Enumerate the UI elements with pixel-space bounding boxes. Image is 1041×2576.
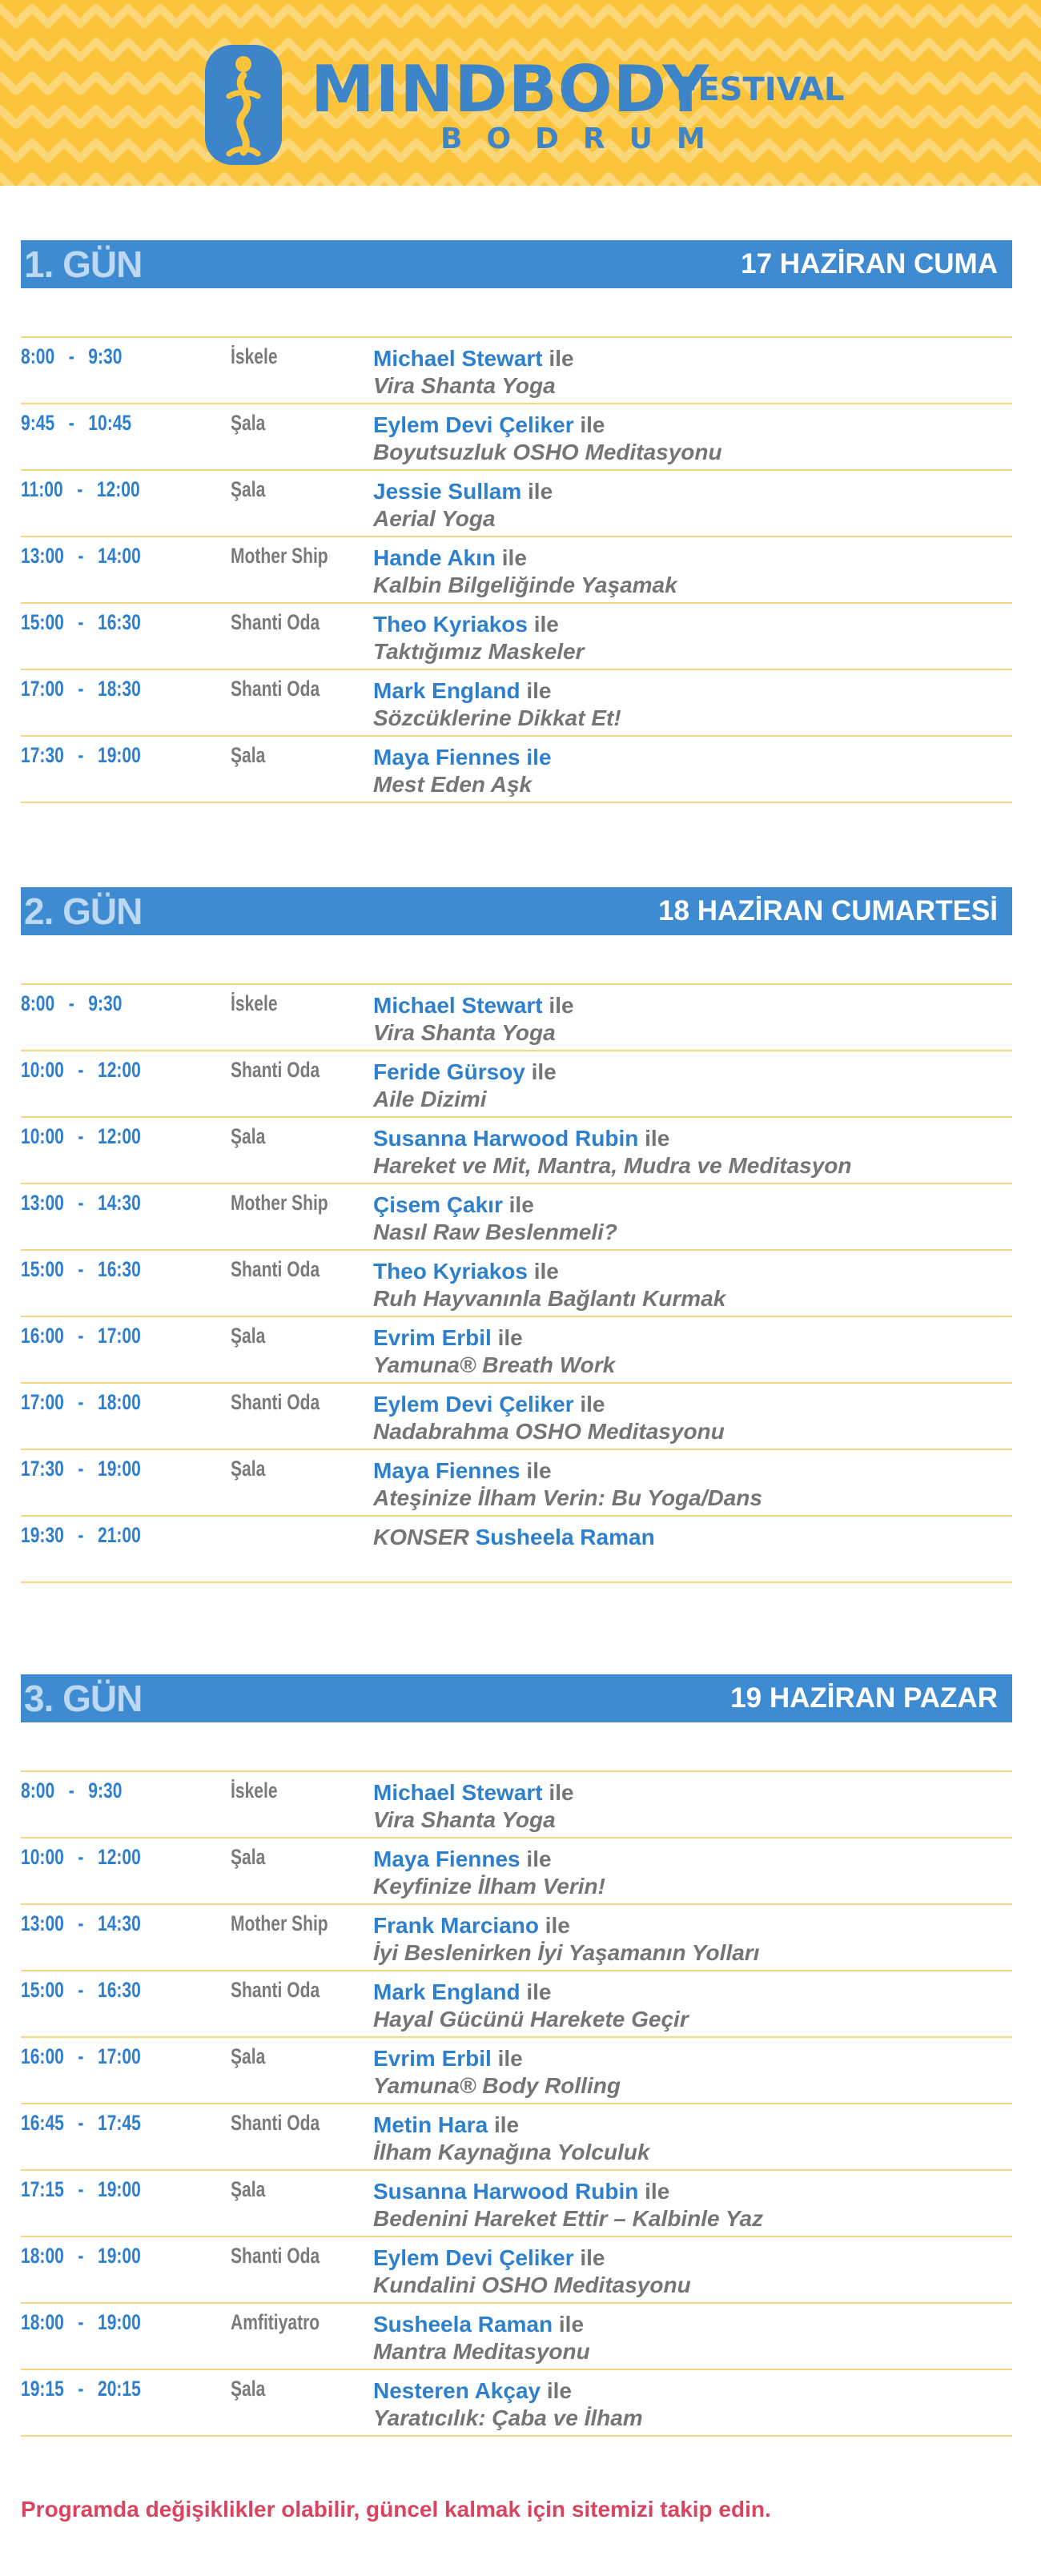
- session-title: Keyfinize İlham Verin!: [373, 1874, 605, 1899]
- session-venue: Şala: [231, 2044, 266, 2068]
- session-row: [21, 1839, 1012, 1905]
- session-title: Taktığımız Maskeler: [373, 639, 585, 664]
- session-speaker-line: [373, 412, 605, 438]
- session-row: [21, 1184, 1012, 1251]
- session-list: [21, 1770, 1012, 2437]
- session-title: Yamuna® Body Rolling: [373, 2073, 621, 2098]
- session-speaker-line: [373, 545, 527, 571]
- end-time: 9:30: [88, 991, 123, 1015]
- end-time: 16:30: [97, 1978, 141, 2002]
- session-row: [21, 1384, 1012, 1450]
- speaker-name: Frank Marciano: [373, 1913, 539, 1938]
- session-time: [21, 544, 141, 569]
- session-time: [21, 991, 122, 1016]
- session-row: [21, 737, 1012, 803]
- session-venue: Şala: [231, 411, 266, 435]
- speaker-joiner: ile: [508, 1192, 534, 1217]
- speaker-name: Susheela Raman: [373, 2312, 553, 2337]
- start-time: 16:00: [21, 2044, 64, 2068]
- end-time: 12:00: [97, 1124, 141, 1148]
- session-venue: Shanti Oda: [231, 2244, 320, 2268]
- time-separator: -: [63, 1257, 98, 1281]
- session-speaker-line: [373, 1458, 552, 1484]
- session-title: Vira Shanta Yoga: [373, 1807, 556, 1832]
- speaker-joiner: ile: [580, 1392, 605, 1417]
- session-venue: Mother Ship: [231, 1191, 328, 1215]
- start-time: 10:00: [21, 1124, 64, 1148]
- time-separator: -: [63, 1191, 98, 1215]
- time-separator: -: [63, 677, 98, 701]
- start-time: 15:00: [21, 610, 64, 634]
- session-time: [21, 2177, 141, 2202]
- speaker-joiner: ile: [645, 1126, 670, 1151]
- speaker-joiner: ile: [497, 2046, 523, 2071]
- end-time: 12:00: [96, 477, 140, 501]
- speaker-joiner: ile: [533, 612, 559, 637]
- time-separator: -: [63, 2177, 98, 2201]
- session-time: [21, 2310, 141, 2335]
- session-row: [21, 404, 1012, 471]
- speaker-name: Mark England: [373, 678, 520, 703]
- session-venue: Shanti Oda: [231, 677, 320, 701]
- session-speaker-line: [373, 1979, 552, 2005]
- speaker-name: Hande Akın: [373, 545, 496, 570]
- session-list: [21, 983, 1012, 1583]
- session-venue: Şala: [231, 2377, 266, 2401]
- session-speaker-line: [373, 612, 559, 637]
- speaker-name: Çisem Çakır: [373, 1192, 503, 1217]
- session-row: [21, 2038, 1012, 2104]
- session-row: [21, 1971, 1012, 2038]
- session-venue: Shanti Oda: [231, 2111, 320, 2135]
- speaker-joiner: ile: [558, 2312, 585, 2337]
- session-speaker-line: [373, 2046, 523, 2072]
- session-venue: Şala: [231, 1324, 266, 1348]
- start-time: 19:30: [21, 1523, 64, 1547]
- time-separator: -: [63, 1324, 98, 1348]
- day-section: [21, 1674, 1012, 2437]
- session-speaker-line: [373, 1126, 669, 1151]
- session-speaker-line: [373, 1780, 574, 1806]
- start-time: 17:15: [21, 2177, 64, 2201]
- session-time: [21, 1124, 141, 1149]
- time-separator: -: [63, 2244, 98, 2268]
- start-time: 8:00: [21, 344, 55, 368]
- session-venue: Mother Ship: [231, 544, 328, 568]
- session-speaker-line: [373, 1525, 655, 1550]
- session-title: Bedenini Hareket Ettir – Kalbinle Yaz: [373, 2206, 764, 2231]
- session-row: [21, 2104, 1012, 2171]
- day-date: 18 HAZİRAN CUMARTESİ: [658, 895, 998, 926]
- brand-name: MINDBODY: [311, 52, 710, 127]
- session-venue: Shanti Oda: [231, 1978, 320, 2002]
- time-separator: -: [54, 1778, 89, 1802]
- session-row: [21, 1118, 1012, 1184]
- session-speaker-line: [373, 745, 552, 770]
- speaker-joiner: ile: [549, 1780, 574, 1805]
- end-time: 19:00: [97, 2244, 141, 2268]
- session-list: [21, 336, 1012, 803]
- time-separator: -: [63, 1457, 98, 1481]
- time-separator: -: [63, 1911, 98, 1935]
- session-time: [21, 1390, 141, 1415]
- end-time: 12:00: [97, 1845, 141, 1869]
- session-row: [21, 604, 1012, 670]
- time-separator: -: [63, 2111, 98, 2135]
- session-row: [21, 1251, 1012, 1317]
- session-time: [21, 344, 122, 369]
- session-row: [21, 471, 1012, 537]
- session-title: Vira Shanta Yoga: [373, 1020, 556, 1045]
- end-time: 16:30: [97, 610, 141, 634]
- session-time: [21, 1457, 141, 1481]
- session-speaker-line: [373, 2245, 605, 2271]
- session-time: [21, 743, 141, 768]
- session-time: [21, 1778, 122, 1803]
- session-venue: Mother Ship: [231, 1911, 328, 1935]
- session-speaker-line: [373, 1847, 552, 1872]
- end-time: 9:30: [88, 344, 123, 368]
- session-speaker-line: [373, 346, 574, 372]
- session-title: İyi Beslenirken İyi Yaşamanın Yolları: [373, 1940, 760, 1965]
- speaker-name: Susheela Raman: [475, 1525, 655, 1549]
- end-time: 17:45: [97, 2111, 141, 2135]
- session-venue: Shanti Oda: [231, 1058, 320, 1082]
- end-time: 17:00: [97, 1324, 141, 1348]
- end-time: 9:30: [88, 1778, 123, 1802]
- end-time: 19:00: [97, 2310, 141, 2334]
- end-time: 16:30: [97, 1257, 141, 1281]
- session-row: [21, 338, 1012, 404]
- session-speaker-line: [373, 2112, 519, 2138]
- session-venue: İskele: [231, 344, 278, 368]
- speaker-name: Maya Fiennes ile: [373, 745, 552, 770]
- start-time: 10:00: [21, 1058, 64, 1082]
- speaker-joiner: ile: [580, 2245, 605, 2270]
- session-title: Hareket ve Mit, Mantra, Mudra ve Meditasyon: [373, 1153, 852, 1178]
- end-time: 21:00: [97, 1523, 141, 1547]
- session-time: [21, 677, 141, 701]
- start-time: 9:45: [21, 411, 55, 435]
- speaker-name: Theo Kyriakos: [373, 1259, 528, 1284]
- speaker-name: Nesteren Akçay: [373, 2378, 541, 2403]
- start-time: 17:00: [21, 677, 64, 701]
- speaker-name: Metin Hara: [373, 2112, 488, 2137]
- start-time: 19:15: [21, 2377, 64, 2401]
- end-time: 18:00: [97, 1390, 141, 1414]
- session-title: Nasıl Raw Beslenmeli?: [373, 1220, 618, 1244]
- session-row: [21, 2304, 1012, 2370]
- session-time: [21, 1845, 141, 1870]
- speaker-name: Maya Fiennes: [373, 1458, 520, 1483]
- session-row: [21, 2171, 1012, 2237]
- speaker-joiner: ile: [528, 479, 553, 504]
- start-time: 18:00: [21, 2310, 64, 2334]
- speaker-name: Evrim Erbil: [373, 2046, 492, 2071]
- session-time: [21, 2244, 141, 2269]
- session-title: Vira Shanta Yoga: [373, 373, 556, 398]
- footer-note: Programda değişiklikler olabilir, güncel kalmak için sitemizi takip edin.: [21, 2497, 771, 2522]
- speaker-joiner: ile: [526, 1458, 552, 1483]
- time-separator: -: [63, 1845, 98, 1869]
- time-separator: -: [63, 2310, 98, 2334]
- end-time: 18:30: [97, 677, 141, 701]
- session-venue: İskele: [231, 991, 278, 1015]
- session-title: Yaratıcılık: Çaba ve İlham: [373, 2405, 643, 2430]
- session-speaker-line: [373, 2179, 669, 2204]
- time-separator: -: [54, 344, 89, 368]
- day-section: [21, 240, 1012, 803]
- start-time: 17:00: [21, 1390, 64, 1414]
- session-row: [21, 1517, 1012, 1583]
- speaker-name: Eylem Devi Çeliker: [373, 2245, 574, 2270]
- session-row: [21, 2370, 1012, 2437]
- speaker-joiner: ile: [526, 1979, 552, 2004]
- concert-label: KONSER: [373, 1525, 469, 1549]
- start-time: 17:30: [21, 743, 64, 767]
- speaker-joiner: ile: [580, 412, 605, 437]
- session-time: [21, 1257, 141, 1282]
- speaker-name: Theo Kyriakos: [373, 612, 528, 637]
- session-row: [21, 1905, 1012, 1971]
- time-separator: -: [63, 544, 98, 568]
- session-venue: Şala: [231, 477, 266, 501]
- festival-banner: [0, 0, 1041, 186]
- session-row: [21, 1450, 1012, 1517]
- speaker-joiner: ile: [645, 2179, 670, 2204]
- session-row: [21, 1317, 1012, 1384]
- session-time: [21, 610, 141, 635]
- session-venue: Şala: [231, 1845, 266, 1869]
- session-venue: Şala: [231, 2177, 266, 2201]
- session-speaker-line: [373, 1259, 559, 1284]
- time-separator: -: [63, 610, 98, 634]
- session-time: [21, 1058, 141, 1083]
- time-separator: -: [63, 2377, 98, 2401]
- session-speaker-line: [373, 1059, 557, 1085]
- start-time: 15:00: [21, 1257, 64, 1281]
- session-venue: İskele: [231, 1778, 278, 1802]
- speaker-joiner: ile: [493, 2112, 520, 2137]
- day-header: [21, 887, 1012, 935]
- speaker-joiner: ile: [526, 678, 552, 703]
- session-row: [21, 2237, 1012, 2304]
- session-row: [21, 1772, 1012, 1839]
- day-header: [21, 1674, 1012, 1722]
- time-separator: -: [63, 1390, 98, 1414]
- session-venue: Shanti Oda: [231, 610, 320, 634]
- session-row: [21, 985, 1012, 1051]
- session-time: [21, 2111, 141, 2136]
- speaker-name: Susanna Harwood Rubin: [373, 2179, 639, 2204]
- session-speaker-line: [373, 479, 553, 504]
- session-speaker-line: [373, 2312, 584, 2337]
- speaker-joiner: ile: [533, 1259, 559, 1284]
- session-time: [21, 1191, 141, 1216]
- speaker-name: Jessie Sullam: [373, 479, 522, 504]
- session-title: Sözcüklerine Dikkat Et!: [373, 705, 621, 730]
- speaker-name: Michael Stewart: [373, 346, 543, 371]
- time-separator: -: [63, 1058, 98, 1082]
- session-venue: Shanti Oda: [231, 1390, 320, 1414]
- session-speaker-line: [373, 1392, 605, 1417]
- start-time: 18:00: [21, 2244, 64, 2268]
- time-separator: -: [63, 743, 98, 767]
- session-speaker-line: [373, 678, 552, 704]
- session-time: [21, 1523, 141, 1548]
- speaker-joiner: ile: [549, 993, 574, 1018]
- session-venue: Şala: [231, 1124, 266, 1148]
- session-time: [21, 477, 140, 502]
- start-time: 8:00: [21, 1778, 55, 1802]
- session-title: İlham Kaynağına Yolculuk: [373, 2140, 650, 2164]
- day-date: 19 HAZİRAN PAZAR: [730, 1682, 998, 1714]
- speaker-name: Maya Fiennes: [373, 1847, 520, 1871]
- time-separator: -: [54, 411, 89, 435]
- time-separator: -: [63, 1523, 98, 1547]
- session-row: [21, 670, 1012, 737]
- speaker-joiner: ile: [546, 2378, 573, 2403]
- session-title: Ruh Hayvanınla Bağlantı Kurmak: [373, 1286, 726, 1311]
- session-speaker-line: [373, 1913, 570, 1939]
- day-label: 2. GÜN: [24, 890, 143, 932]
- session-row: [21, 537, 1012, 604]
- speaker-joiner: ile: [501, 545, 527, 570]
- end-time: 19:00: [97, 743, 141, 767]
- time-separator: -: [63, 1978, 98, 2002]
- festival-logo: [200, 40, 889, 176]
- start-time: 13:00: [21, 544, 64, 568]
- speaker-joiner: ile: [526, 1847, 552, 1871]
- end-time: 20:15: [97, 2377, 141, 2401]
- session-row: [21, 1051, 1012, 1118]
- session-title: Kalbin Bilgeliğinde Yaşamak: [373, 573, 677, 597]
- start-time: 13:00: [21, 1911, 64, 1935]
- session-speaker-line: [373, 1325, 523, 1351]
- end-time: 19:00: [97, 2177, 141, 2201]
- speaker-name: Michael Stewart: [373, 993, 543, 1018]
- session-title: Yamuna® Breath Work: [373, 1352, 616, 1377]
- session-time: [21, 411, 131, 436]
- speaker-name: Eylem Devi Çeliker: [373, 412, 574, 437]
- speaker-name: Michael Stewart: [373, 1780, 543, 1805]
- session-title: Hayal Gücünü Harekete Geçir: [373, 2007, 689, 2031]
- session-speaker-line: [373, 993, 574, 1019]
- session-speaker-line: [373, 2378, 572, 2404]
- start-time: 8:00: [21, 991, 55, 1015]
- session-title: Mest Eden Aşk: [373, 772, 533, 797]
- session-time: [21, 2377, 141, 2401]
- start-time: 16:00: [21, 1324, 64, 1348]
- session-title: Aile Dizimi: [373, 1087, 487, 1111]
- day-label: 1. GÜN: [24, 243, 143, 285]
- speaker-joiner: ile: [545, 1913, 570, 1938]
- yoga-figure-icon: [200, 40, 296, 176]
- speaker-name: Susanna Harwood Rubin: [373, 1126, 639, 1151]
- day-section: [21, 887, 1012, 1583]
- speaker-name: Evrim Erbil: [373, 1325, 492, 1350]
- session-speaker-line: [373, 1192, 534, 1218]
- session-time: [21, 1911, 141, 1936]
- session-time: [21, 1978, 141, 2003]
- speaker-name: Eylem Devi Çeliker: [373, 1392, 574, 1417]
- start-time: 16:45: [21, 2111, 64, 2135]
- end-time: 14:30: [97, 1911, 141, 1935]
- session-title: Mantra Meditasyonu: [373, 2339, 590, 2364]
- session-time: [21, 1324, 141, 1348]
- session-venue: Amfitiyatro: [231, 2310, 320, 2334]
- start-time: 11:00: [21, 477, 63, 501]
- end-time: 14:30: [97, 1191, 141, 1215]
- speaker-joiner: ile: [531, 1059, 557, 1084]
- session-title: Ateşinize İlham Verin: Bu Yoga/Dans: [373, 1485, 762, 1510]
- speaker-joiner: ile: [497, 1325, 523, 1350]
- start-time: 13:00: [21, 1191, 64, 1215]
- session-venue: Şala: [231, 743, 266, 767]
- session-time: [21, 2044, 141, 2069]
- speaker-name: Feride Gürsoy: [373, 1059, 525, 1084]
- session-title: Nadabrahma OSHO Meditasyonu: [373, 1419, 725, 1444]
- start-time: 10:00: [21, 1845, 64, 1869]
- end-time: 14:00: [97, 544, 141, 568]
- time-separator: -: [63, 1124, 98, 1148]
- speaker-name: Mark England: [373, 1979, 520, 2004]
- brand-city-label: BODRUM: [440, 123, 730, 155]
- session-title: Boyutsuzluk OSHO Meditasyonu: [373, 440, 722, 464]
- end-time: 19:00: [97, 1457, 141, 1481]
- start-time: 15:00: [21, 1978, 64, 2002]
- day-date: 17 HAZİRAN CUMA: [741, 248, 998, 279]
- time-separator: -: [62, 477, 97, 501]
- session-title: Kundalini OSHO Meditasyonu: [373, 2273, 691, 2297]
- start-time: 17:30: [21, 1457, 64, 1481]
- speaker-joiner: ile: [549, 346, 574, 371]
- session-venue: Shanti Oda: [231, 1257, 320, 1281]
- end-time: 10:45: [88, 411, 132, 435]
- brand-festival-label: FESTIVAL: [676, 71, 845, 108]
- time-separator: -: [63, 2044, 98, 2068]
- day-header: [21, 240, 1012, 288]
- time-separator: -: [54, 991, 89, 1015]
- day-label: 3. GÜN: [24, 1678, 143, 1719]
- end-time: 17:00: [97, 2044, 141, 2068]
- session-venue: Şala: [231, 1457, 266, 1481]
- session-title: Aerial Yoga: [373, 506, 496, 531]
- end-time: 12:00: [97, 1058, 141, 1082]
